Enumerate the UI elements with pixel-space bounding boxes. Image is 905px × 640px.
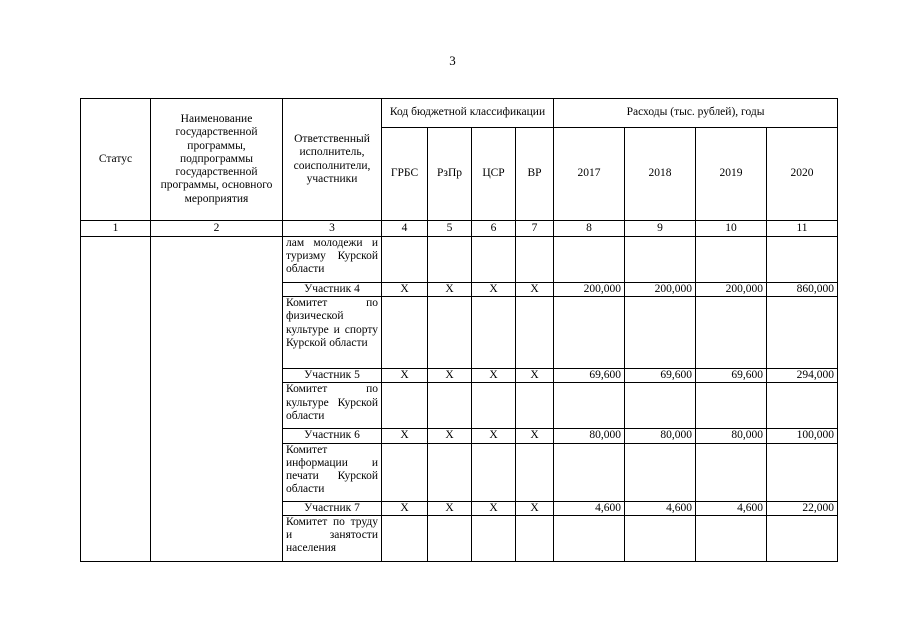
vr-value: Х — [516, 501, 554, 515]
expense-2018: 69,600 — [625, 369, 696, 383]
header-year-2019: 2019 — [696, 128, 767, 221]
header-vr: ВР — [516, 128, 554, 221]
status-cell — [81, 237, 151, 562]
grbs-value: Х — [382, 429, 428, 443]
expense-2017: 200,000 — [554, 283, 625, 297]
expense-2020: 294,000 — [767, 369, 838, 383]
header-rzpr: РзПр — [428, 128, 472, 221]
expense-2018: 80,000 — [625, 429, 696, 443]
expense-2019: 4,600 — [696, 501, 767, 515]
expense-2017: 80,000 — [554, 429, 625, 443]
header-program-name: Наименование государственной программы, подпрограммы государственной программы, основного мероприятия — [151, 99, 283, 221]
program-name-cell — [151, 237, 283, 562]
col-number: 1 — [81, 221, 151, 237]
rzpr-value: Х — [428, 429, 472, 443]
col-number: 4 — [382, 221, 428, 237]
col-number: 3 — [283, 221, 382, 237]
grbs-value: Х — [382, 369, 428, 383]
vr-value: Х — [516, 283, 554, 297]
col-number: 11 — [767, 221, 838, 237]
header-year-2017: 2017 — [554, 128, 625, 221]
expense-2020: 22,000 — [767, 501, 838, 515]
vr-value: Х — [516, 369, 554, 383]
col-number: 8 — [554, 221, 625, 237]
grbs-value: Х — [382, 283, 428, 297]
participant-name: Участник 6 — [283, 429, 382, 443]
col-number: 9 — [625, 221, 696, 237]
header-grbs: ГРБС — [382, 128, 428, 221]
header-status: Статус — [81, 99, 151, 221]
col-number: 10 — [696, 221, 767, 237]
header-year-2018: 2018 — [625, 128, 696, 221]
col-number: 5 — [428, 221, 472, 237]
grbs-value: Х — [382, 501, 428, 515]
participant-name: Участник 7 — [283, 501, 382, 515]
expense-2017: 4,600 — [554, 501, 625, 515]
expense-2018: 4,600 — [625, 501, 696, 515]
page-number: 3 — [449, 53, 456, 68]
expense-2019: 69,600 — [696, 369, 767, 383]
rzpr-value: Х — [428, 501, 472, 515]
responsible-text: Комитет по труду и занятости населения — [283, 515, 382, 561]
responsible-text: лам молодежи и туризму Курской области — [283, 237, 382, 283]
header-responsible: Ответственный исполнитель, соисполнители, участники — [283, 99, 382, 221]
header-csr: ЦСР — [472, 128, 516, 221]
csr-value: Х — [472, 429, 516, 443]
participant-name: Участник 4 — [283, 283, 382, 297]
column-numbers-row — [81, 221, 838, 237]
header-expenses: Расходы (тыс. рублей), годы — [554, 99, 838, 128]
responsible-text: Комитет по физической культуре и спорту Курской области — [283, 297, 382, 369]
responsible-text: Комитет по культуре Курской области — [283, 383, 382, 429]
rzpr-value: Х — [428, 369, 472, 383]
header-budget-code: Код бюджетной классификации — [382, 99, 554, 128]
expense-2020: 860,000 — [767, 283, 838, 297]
expense-2019: 200,000 — [696, 283, 767, 297]
csr-value: Х — [472, 369, 516, 383]
vr-value: Х — [516, 429, 554, 443]
csr-value: Х — [472, 283, 516, 297]
responsible-text: Комитет информации и печати Курской области — [283, 443, 382, 501]
col-number: 6 — [472, 221, 516, 237]
header-year-2020: 2020 — [767, 128, 838, 221]
participant-name: Участник 5 — [283, 369, 382, 383]
col-number: 7 — [516, 221, 554, 237]
rzpr-value: Х — [428, 283, 472, 297]
expense-2020: 100,000 — [767, 429, 838, 443]
budget-table — [80, 98, 838, 562]
col-number: 2 — [151, 221, 283, 237]
expense-2018: 200,000 — [625, 283, 696, 297]
csr-value: Х — [472, 501, 516, 515]
expense-2017: 69,600 — [554, 369, 625, 383]
expense-2019: 80,000 — [696, 429, 767, 443]
